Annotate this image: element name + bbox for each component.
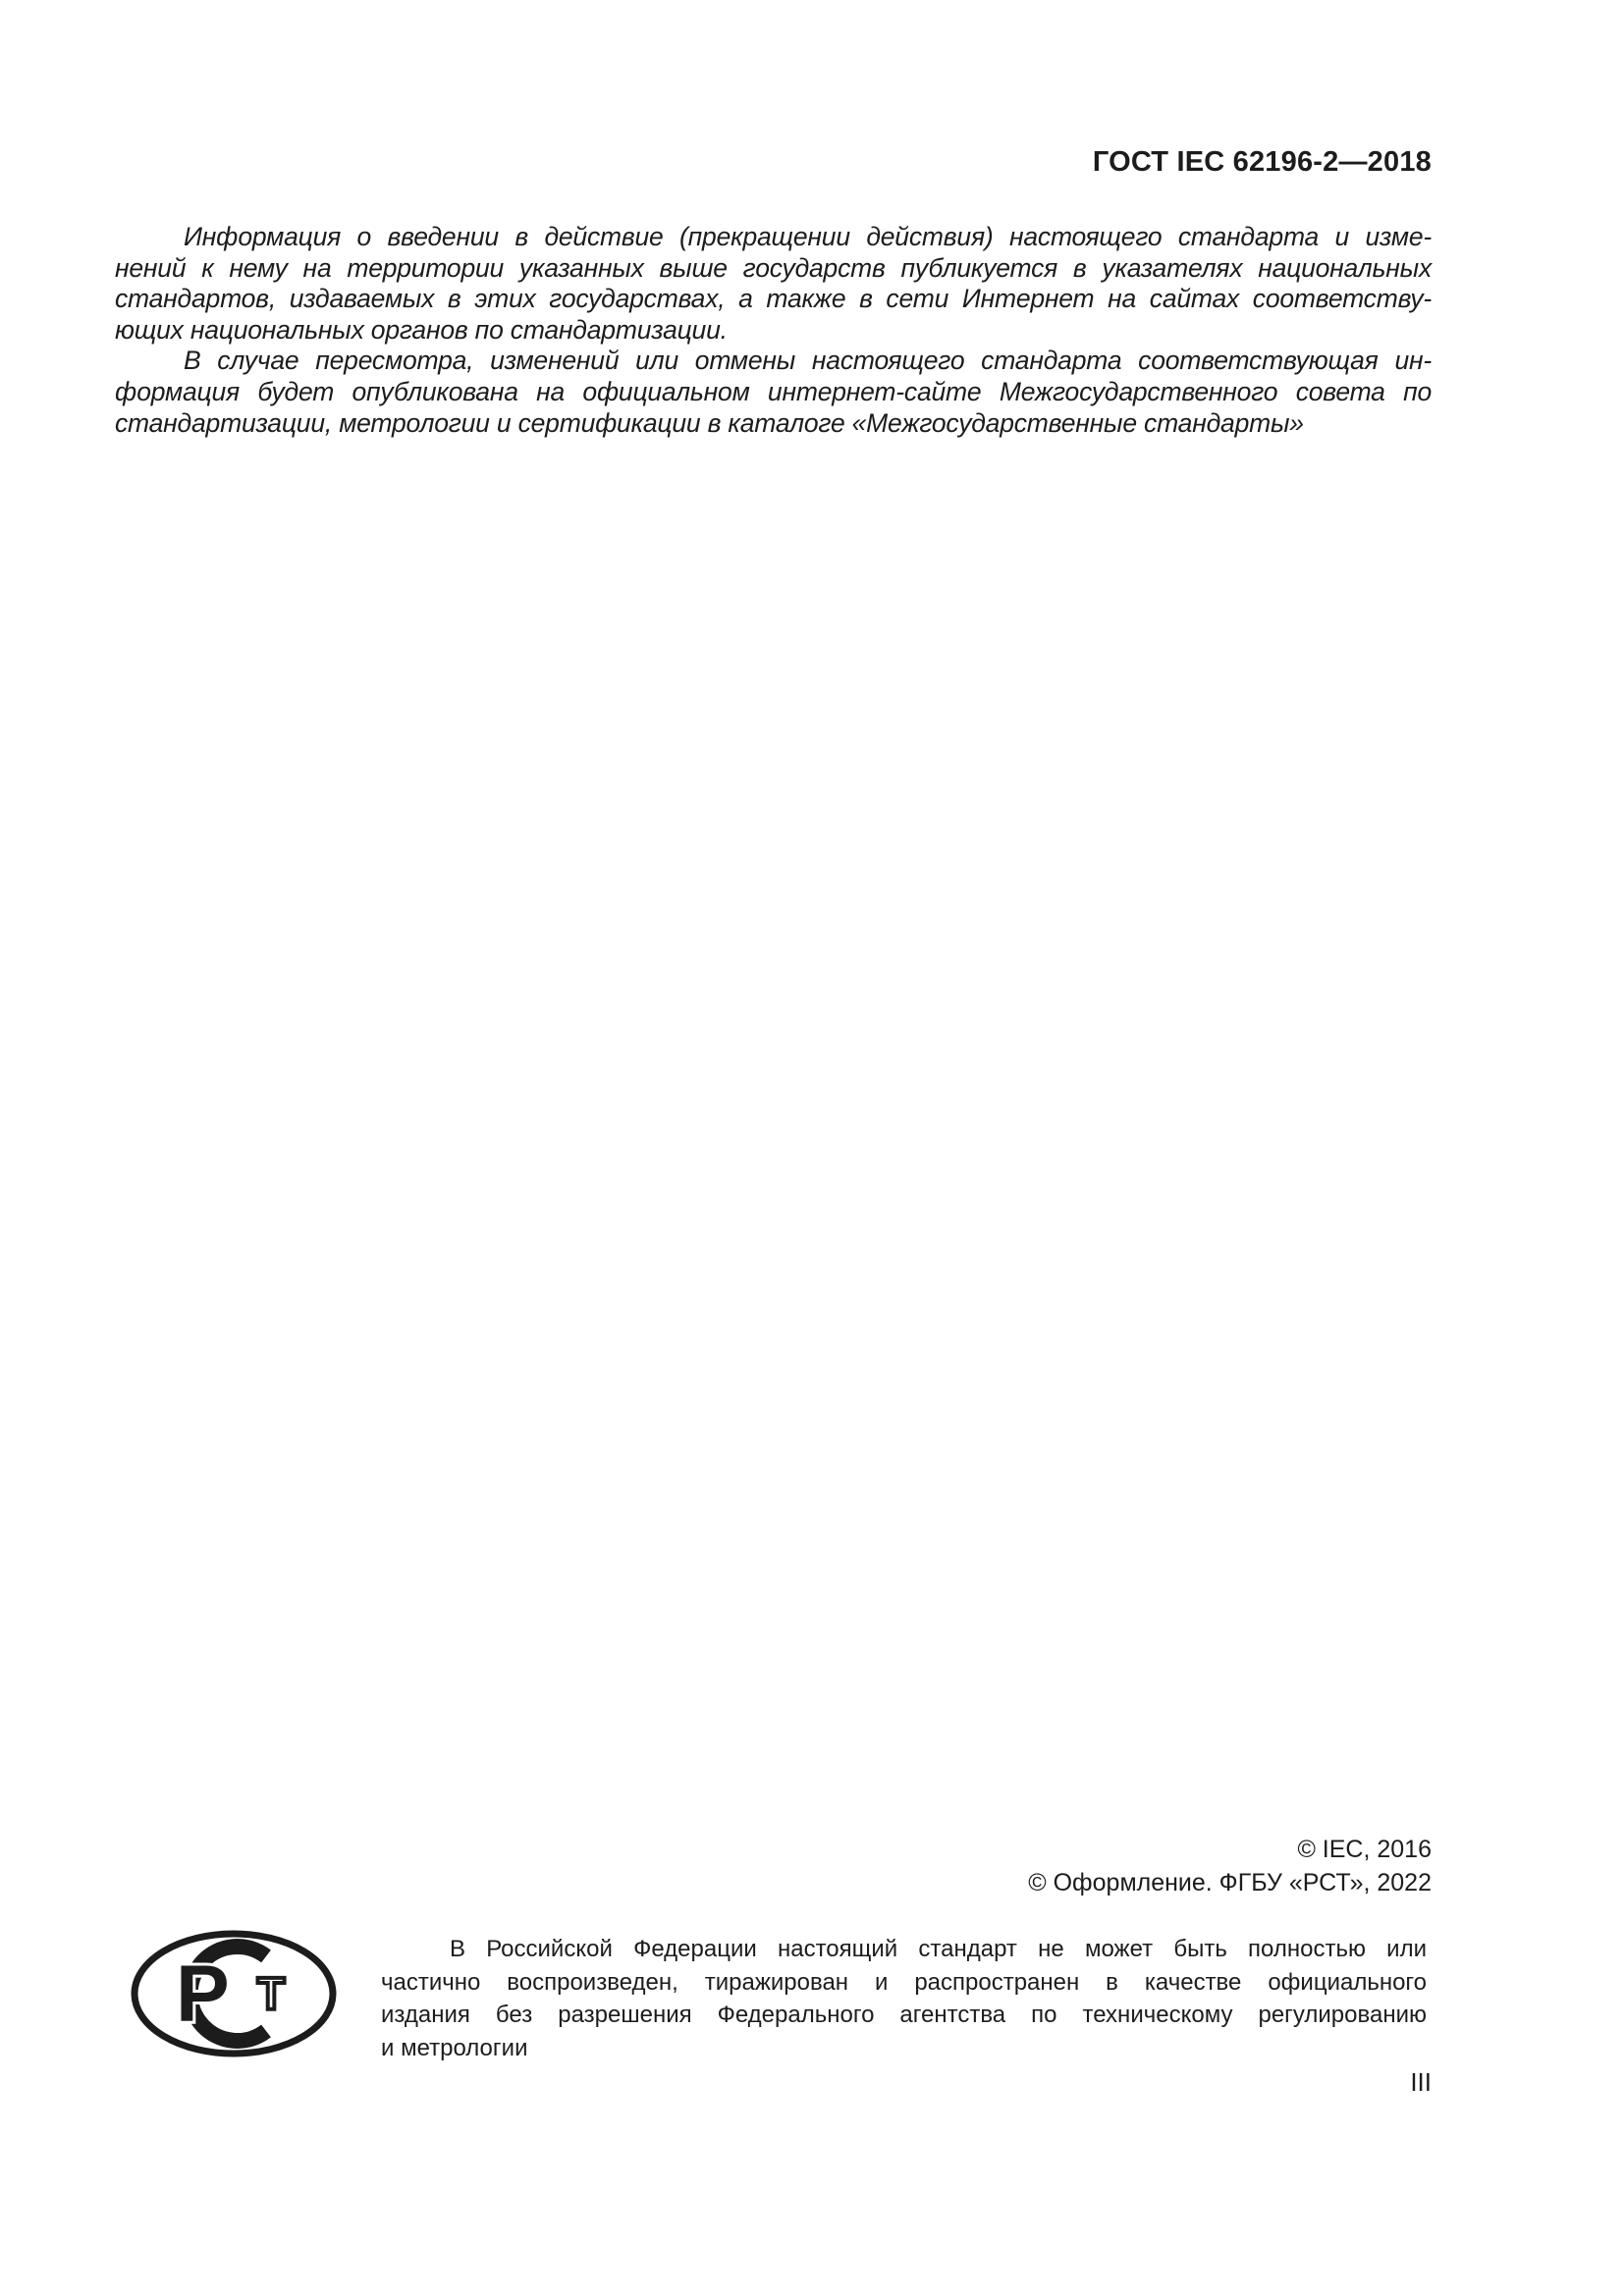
page-number: III bbox=[1410, 2067, 1432, 2097]
text-line: и метрологии bbox=[381, 2034, 528, 2061]
text-line: © Оформление. ФГБУ «РСТ», 2022 bbox=[1028, 1869, 1432, 1896]
intro-paragraph-2 bbox=[115, 346, 1432, 439]
text-line: стандартизации, метрологии и сертификации в каталоге «Межгосударственные стандарты» bbox=[115, 407, 1304, 438]
text-line: Информация о введении в действие (прекращении действия) настоящего стандарта и изме- bbox=[184, 222, 1432, 251]
logo-letter-p: Р bbox=[176, 1949, 230, 2039]
copyright-block bbox=[115, 1833, 1432, 1899]
text-line: стандартов, издаваемых в этих государствах, а также в сети Интернет на сайтах соответству- bbox=[115, 284, 1432, 314]
text-line: издания без разрешения Федерального агентства по техническому регулированию bbox=[381, 2002, 1427, 2028]
text-line: ющих национальных органов по стандартизации. bbox=[115, 314, 728, 345]
page-header-standard-number: ГОСТ IEC 62196-2—2018 bbox=[1092, 146, 1432, 178]
text-line: © IEC, 2016 bbox=[1297, 1836, 1432, 1863]
text-line: В Российской Федерации настоящий стандарт не может быть полностью или bbox=[450, 1936, 1427, 1962]
reproduction-disclaimer bbox=[381, 1933, 1427, 2064]
text-line: В случае пересмотра, изменений или отмены настоящего стандарта соответствующая ин- bbox=[184, 346, 1432, 376]
logo-letter-t: Т bbox=[257, 1968, 286, 2019]
text-line: формация будет опубликована на официальном интернет-сайте Межгосударственного совета по bbox=[115, 376, 1432, 406]
intro-paragraph-1 bbox=[115, 222, 1432, 346]
intro-text-block bbox=[115, 222, 1432, 439]
text-line: нений к нему на территории указанных выше государств публикуется в указателях национальных bbox=[115, 252, 1432, 283]
rst-certification-mark-icon bbox=[131, 1930, 337, 2057]
text-line: частично воспроизведен, тиражирован и распространен в качестве официального bbox=[381, 1968, 1427, 1996]
